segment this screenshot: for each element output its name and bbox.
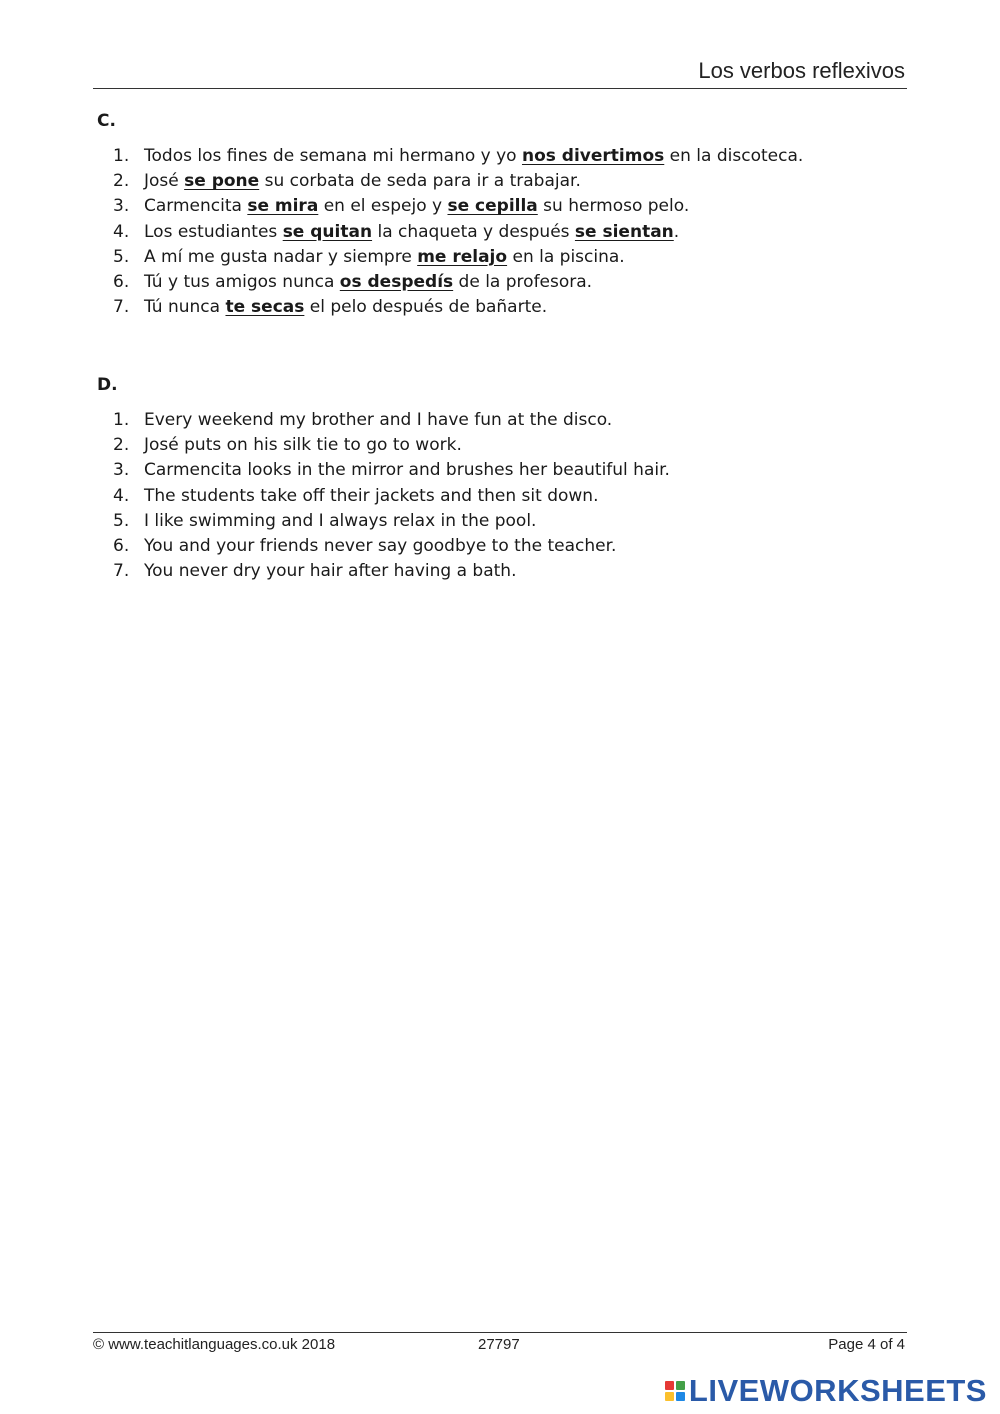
sentence-fragment: en la discoteca.: [664, 146, 804, 166]
sentence-fragment: Todos los fines de semana mi hermano y yo: [144, 146, 522, 166]
logo-square: [676, 1381, 685, 1390]
item-text: The students take off their jackets and then sit down.: [144, 485, 599, 506]
item-number: 7.: [113, 297, 130, 318]
item-text: You never dry your hair after having a bath.: [144, 561, 517, 582]
item-text: [144, 220, 679, 245]
section-d-item: [113, 534, 933, 559]
sentence-fragment: Los estudiantes: [144, 221, 283, 242]
item-number: 5.: [113, 246, 130, 267]
sentence-fragment: en la piscina.: [507, 246, 625, 267]
footer-code: 27797: [478, 1336, 520, 1353]
sentence-fragment: el pelo después de bañarte.: [304, 297, 548, 318]
item-text: [144, 194, 689, 219]
sentence-fragment: José: [144, 171, 185, 192]
section-c-list: [113, 144, 933, 320]
reflexive-verb: nos divertimos: [521, 146, 665, 166]
section-c-item: [113, 270, 933, 295]
item-text: José puts on his silk tie to go to work.: [144, 435, 462, 456]
reflexive-verb: se quitan: [282, 221, 373, 242]
reflexive-verb: te secas: [225, 297, 305, 318]
reflexive-verb: me relajo: [417, 246, 508, 267]
sentence-fragment: de la profesora.: [453, 271, 593, 292]
sentence-fragment: A mí me gusta nadar y siempre: [144, 246, 418, 267]
item-number: 4.: [113, 485, 130, 506]
section-d-item: [113, 408, 933, 433]
reflexive-verb: se sientan: [574, 221, 674, 242]
logo-square: [676, 1392, 685, 1401]
item-number: 4.: [113, 221, 130, 242]
item-number: 3.: [113, 460, 130, 481]
item-text: You and your friends never say goodbye to the teacher.: [144, 535, 617, 556]
item-text: Every weekend my brother and I have fun at the disco.: [144, 410, 613, 430]
reflexive-verb: se cepilla: [447, 196, 538, 217]
item-text: Carmencita looks in the mirror and brushes her beautiful hair.: [144, 460, 670, 481]
section-c-item: [113, 144, 933, 169]
liveworksheets-brand[interactable]: [665, 1373, 987, 1409]
sentence-fragment: en el espejo y: [318, 196, 448, 217]
sentence-fragment: Carmencita: [144, 196, 248, 217]
section-d-item: [113, 509, 933, 534]
item-number: 5.: [113, 510, 130, 531]
item-text: [144, 169, 581, 194]
item-number: 2.: [113, 435, 130, 456]
item-number: 7.: [113, 561, 130, 582]
item-text: [144, 245, 625, 270]
section-d-item: [113, 559, 933, 584]
section-c-label: C.: [97, 111, 116, 131]
reflexive-verb: se pone: [184, 171, 260, 192]
section-c-item: [113, 194, 933, 219]
item-number: 1.: [113, 410, 130, 430]
section-d-item: [113, 484, 933, 509]
liveworksheets-logo-icon: [665, 1381, 685, 1401]
item-number: 6.: [113, 271, 130, 292]
header-divider: [93, 88, 907, 89]
section-d-item: [113, 458, 933, 483]
section-c-item: [113, 245, 933, 270]
section-d-list: [113, 408, 933, 584]
section-d-label: D.: [97, 375, 118, 395]
logo-square: [665, 1381, 674, 1390]
logo-square: [665, 1392, 674, 1401]
item-text: [144, 270, 592, 295]
footer-divider: [93, 1332, 907, 1333]
reflexive-verb: se mira: [247, 196, 319, 217]
sentence-fragment: Tú nunca: [144, 297, 226, 318]
item-number: 1.: [113, 146, 130, 166]
sentence-fragment: la chaqueta y después: [372, 221, 575, 242]
item-text: [144, 144, 803, 169]
section-c-item: [113, 169, 933, 194]
item-text: I like swimming and I always relax in the pool.: [144, 510, 537, 531]
section-d-item: [113, 433, 933, 458]
reflexive-verb: os despedís: [339, 271, 454, 292]
sentence-fragment: Tú y tus amigos nunca: [144, 271, 340, 292]
item-number: 2.: [113, 171, 130, 192]
page-title: Los verbos reflexivos: [698, 58, 905, 83]
brand-name: LIVEWORKSHEETS: [688, 1373, 987, 1408]
item-number: 3.: [113, 196, 130, 217]
sentence-fragment: su hermoso pelo.: [537, 196, 690, 217]
item-text: [144, 295, 547, 320]
footer-copyright: © www.teachitlanguages.co.uk 2018: [93, 1336, 336, 1353]
footer-page-number: Page 4 of 4: [828, 1336, 905, 1353]
section-c-item: [113, 295, 933, 320]
sentence-fragment: su corbata de seda para ir a trabajar.: [259, 171, 581, 192]
section-c-item: [113, 220, 933, 245]
sentence-fragment: .: [673, 221, 680, 242]
item-number: 6.: [113, 535, 130, 556]
